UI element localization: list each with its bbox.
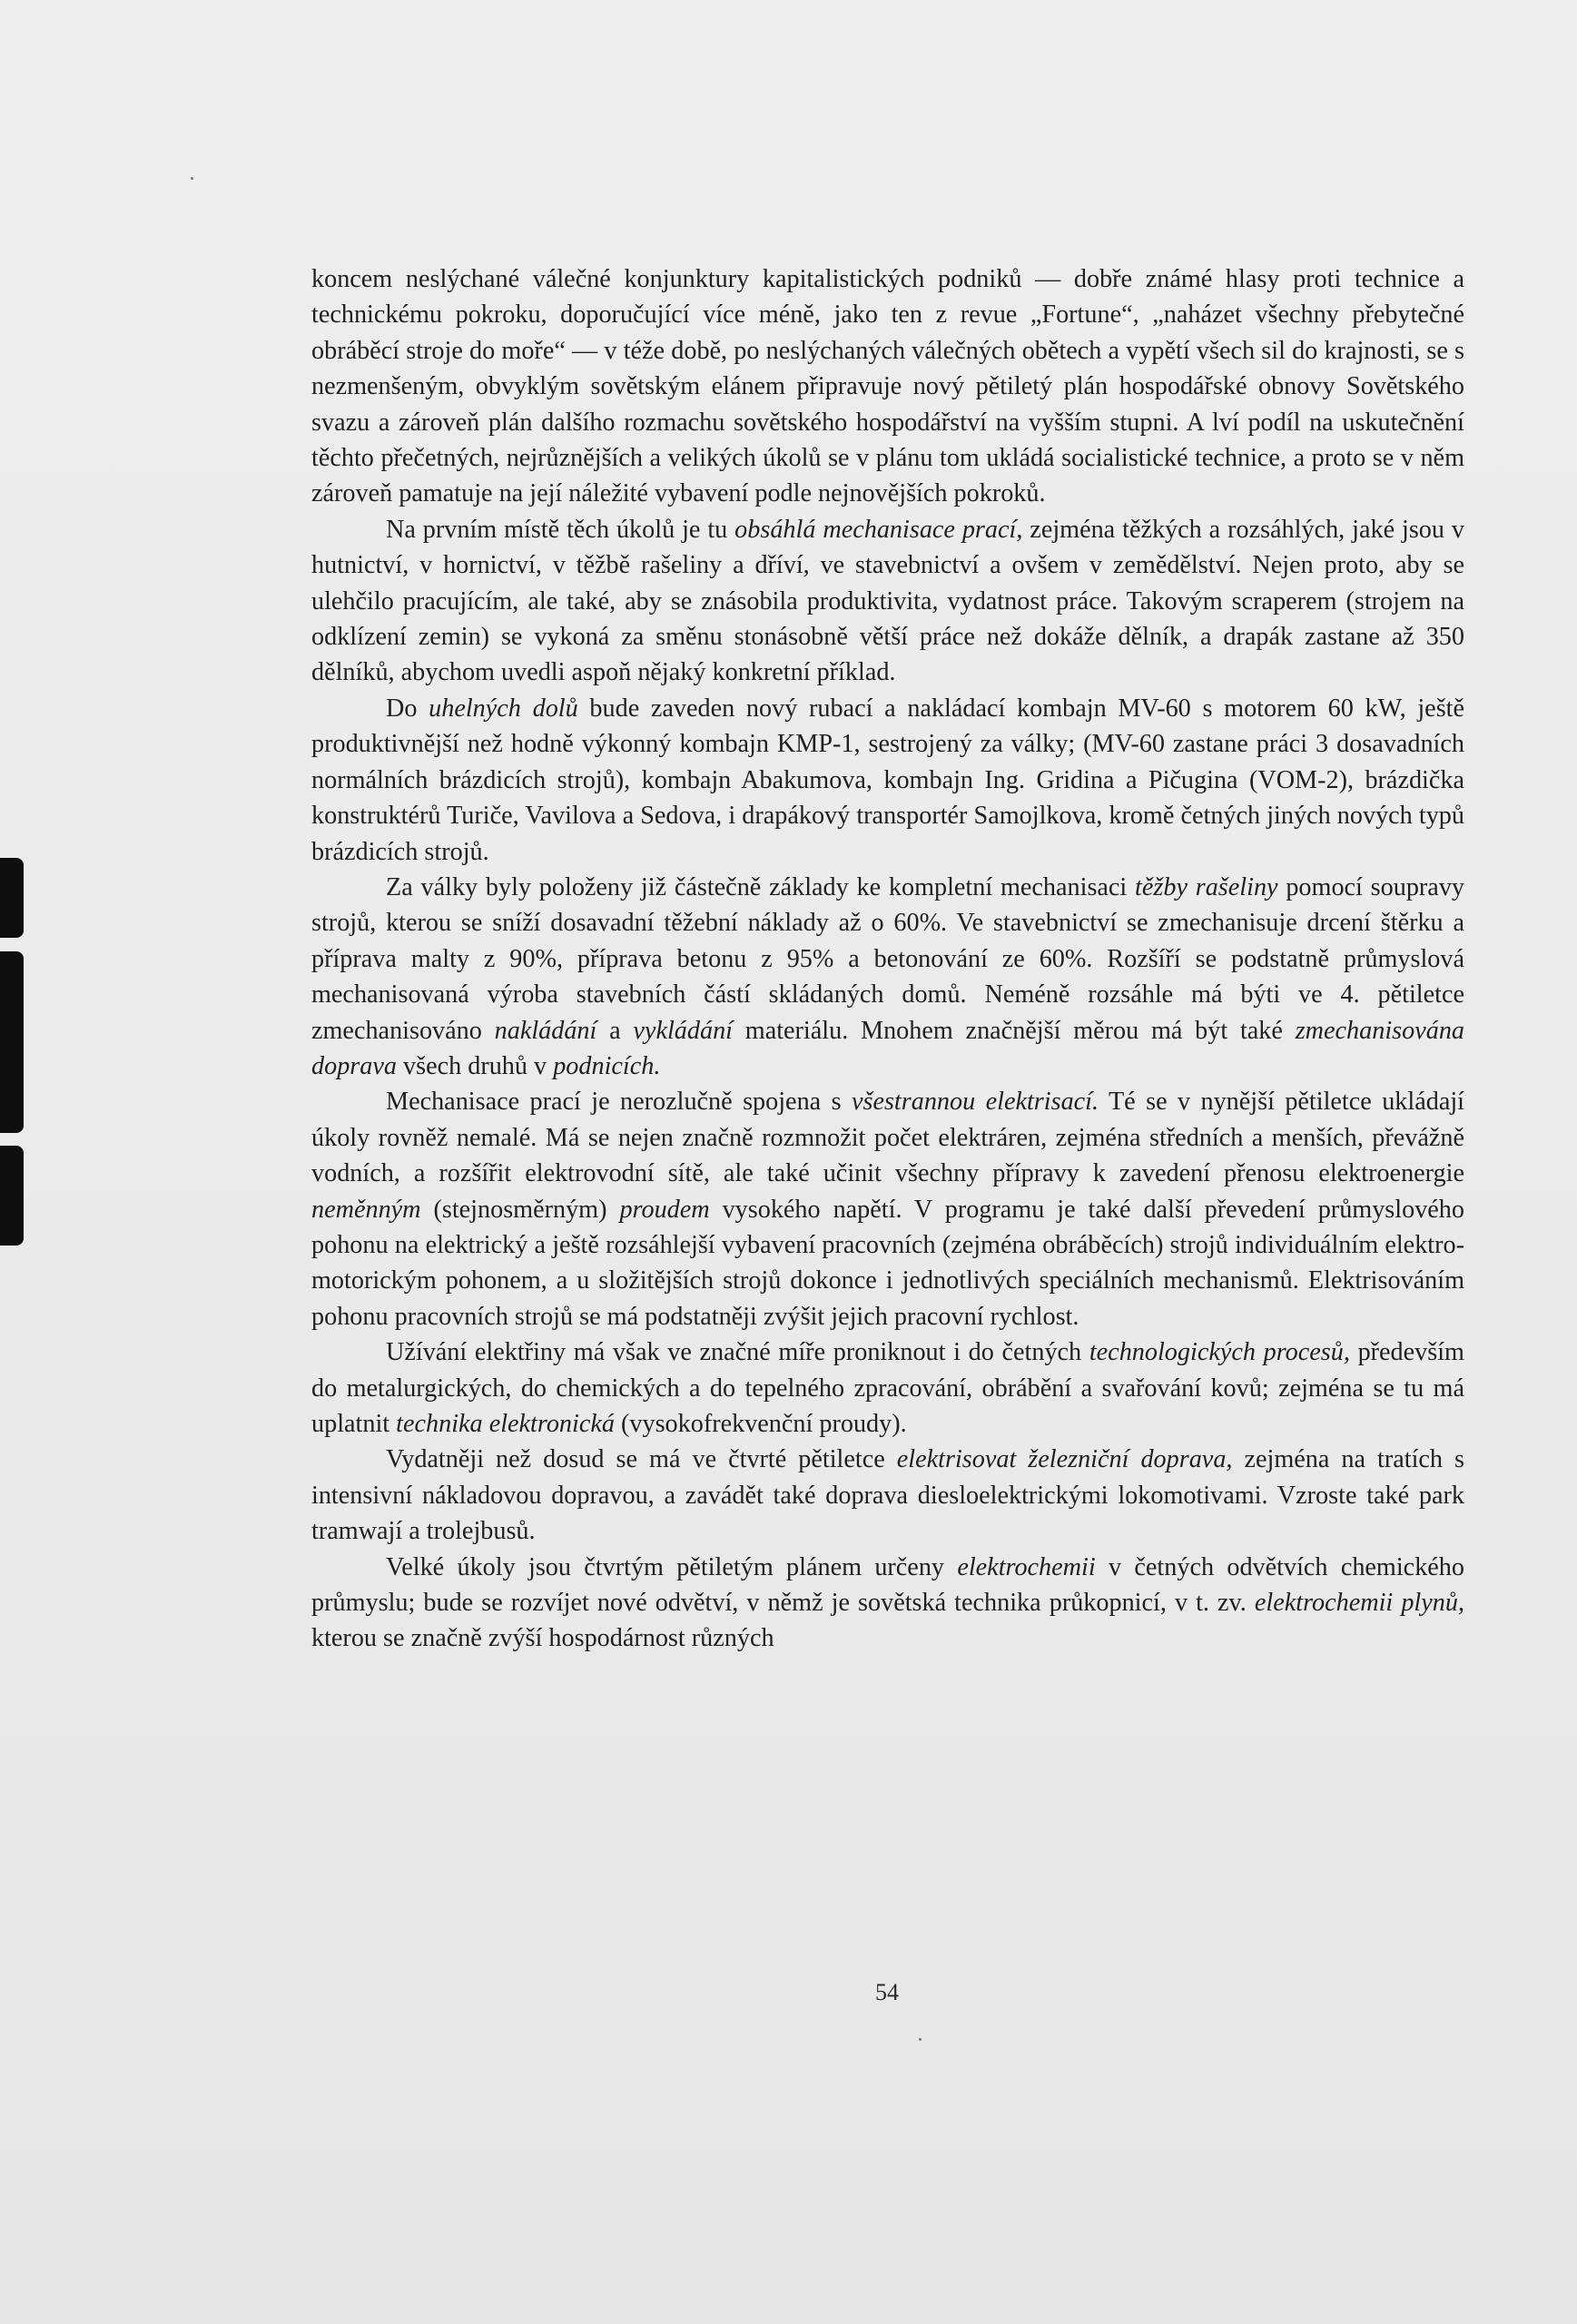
italic-phrase: elektrisovat železniční doprava, — [896, 1445, 1233, 1474]
text-run: Užívání elektřiny má však ve značné míře proniknout i do četných — [386, 1338, 1089, 1367]
text-run: Do — [386, 694, 429, 723]
paragraph — [311, 691, 1464, 870]
text-run: Velké úkoly jsou čtvrtým pětiletým plánem určeny — [386, 1552, 958, 1581]
italic-phrase: elektrochemii plynů, — [1254, 1589, 1464, 1618]
italic-phrase: proudem — [619, 1195, 710, 1224]
text-run: zejména těžkých a rozsáhlých, jaké jsou v hutnictví, v hornictví, v těžbě rašeliny a dříví, ve stavebnictví a ovšem v zemědělství. Nejen proto, aby se ulehčilo pracujícím, ale také, aby se znásobila produktivita, vydatnost práce. Takovým scraperem (strojem na odklízení zemin) se vykoná za směnu stonásobně větší práce než dokáže dělník, a drapák zastane až 350 dělníků, abychom uvedli aspoň nějaký konkretní příklad. — [311, 515, 1464, 687]
paragraph — [311, 1334, 1464, 1442]
italic-phrase: elektrochemii — [957, 1552, 1096, 1581]
text-run: Vydatněji než dosud se má ve čtvrté pětiletce — [386, 1445, 897, 1474]
binding-mark-middle — [0, 951, 24, 1133]
italic-phrase: nakládání — [494, 1016, 597, 1045]
italic-phrase: technika elektronická — [396, 1410, 615, 1438]
paper-speck — [191, 177, 193, 180]
text-run: především do metalurgických, do chemických a do tepelného zpracování, obrábění a svařování kovů; zejména se tu má uplatnit — [311, 1338, 1464, 1438]
binding-mark-top — [0, 858, 24, 938]
text-run: v četných odvětvích chemického průmyslu; bude se rozvíjet nové odvětví, v němž je sovětská technika průkopnicí, v t. zv. — [311, 1552, 1464, 1618]
body-text — [311, 261, 1464, 1657]
italic-phrase: podnicích. — [553, 1051, 661, 1080]
text-run: zejména na tratích s intensivní nákladovou dopravou, a zavádět také doprava diesloelektrickými lokomotivami. Vzroste také park tramwají a trolejbusů. — [311, 1445, 1465, 1546]
italic-phrase: všestrannou elektrisací. — [851, 1088, 1099, 1117]
paragraph — [311, 1550, 1464, 1657]
italic-phrase: vykládání — [633, 1016, 733, 1045]
text-run: (vysokofrekvenční proudy). — [614, 1410, 907, 1438]
italic-phrase: neměnným — [311, 1195, 421, 1224]
text-run: Té se v nynější pětiletce ukládají úkoly rovněž nemalé. Má se nejen značně rozmnožit počet elektráren, zejména středních a menších, převážně vodních, a rozšířit elektrovodní sítě, ale také učinit všechny přípravy k zavedení přenosu elektroenergie — [311, 1088, 1464, 1188]
text-run: Za války byly položeny již částečně základy ke kompletní mechanisaci — [386, 872, 1136, 901]
paragraph — [311, 870, 1464, 1084]
text-run: Na prvním místě těch úkolů je tu — [386, 515, 735, 544]
text-run: bude zaveden nový rubací a nakládací kombajn MV-60 s motorem 60 kW, ještě produktivnější než hodně výkonný kombajn KMP-1, sestrojený za války; (MV-60 zastane práci 3 dosavadních normálních brázdicích strojů), kombajn Abakumova, kombajn Ing. Gridina a Pičugina (VOM-2), brázdička konstruktérů Turiče, Vavilova a Sedova, i drapákový transportér Samojlkova, kromě četných jiných nových typů brázdicích strojů. — [311, 694, 1465, 866]
paragraph — [311, 1442, 1464, 1549]
italic-phrase: zmechanisována doprava — [311, 1016, 1465, 1080]
page-number: 54 — [875, 1979, 899, 2005]
paragraph — [311, 512, 1464, 691]
italic-phrase: technologických procesů, — [1089, 1338, 1350, 1367]
italic-phrase: obsáhlá mechanisace prací, — [734, 515, 1023, 544]
text-run: kterou se značně zvýší hospodárnost různých — [311, 1624, 774, 1653]
italic-phrase: těžby rašeliny — [1135, 872, 1278, 901]
text-run: Mechanisace prací je nerozlučně spojena s — [386, 1088, 852, 1117]
text-run: všech druhů v — [396, 1051, 554, 1080]
text-run: materiálu. Mnohem značnější měrou má být také — [733, 1016, 1296, 1045]
binding-mark-bottom — [0, 1146, 24, 1246]
text-run: a — [596, 1016, 634, 1045]
text-run: vysokého napětí. V programu je také další převedení průmyslového pohonu na elektrický a ještě rozsáhlejší vybavení pracovních (zejména obráběcích) strojů individuálním elektromotorickým pohonem, a u složitějších strojů dokonce i jednotlivých speciálních mechanismů. Elektrisováním pohonu pracovních strojů se má podstatněji zvýšit jejich pracovní rychlost. — [311, 1195, 1464, 1331]
paragraph — [311, 261, 1464, 512]
italic-phrase: uhelných dolů — [429, 694, 578, 723]
text-run: pomocí soupravy strojů, kterou se sníží dosavadní těžební náklady až o 60%. Ve stavebnictví se zmechanisuje drcení štěrku a příprava malty z 90%, příprava betonu z 95% a betonování ze 60%. Rozšíří se podstatně průmyslová mechanisovaná výroba stavebních částí skládaných domů. Neméně rozsáhle má býti ve 4. pětiletce zmechanisováno — [311, 872, 1465, 1045]
text-run: (stejnosměrným) — [420, 1195, 620, 1224]
text-run: koncem neslýchané válečné konjunktury kapitalistických podniků — dobře známé hlasy proti technice a technickému pokroku, doporučující více méně, jako ten z revue „Fortune“, „naházet všechny přebytečné obráběcí stroje do moře“ — v téže době, po neslýchaných válečných obětech a vypětí všech sil do krajnosti, se s nezmenšeným, obvyklým sovětským elánem připravuje nový pětiletý plán hospodářské obnovy Sovětského svazu a zároveň plán dalšího rozmachu sovětského hospodářství na vyšším stupni. A lví podíl na uskutečnění těchto přečetných, nejrůznějších a velikých úkolů se v plánu tom ukládá socialistické technice, a proto se v něm zároveň pamatuje na její náležité vybavení podle nejnovějších pokroků. — [311, 265, 1464, 508]
paragraph — [311, 1084, 1464, 1334]
paper-speck — [919, 2038, 922, 2041]
